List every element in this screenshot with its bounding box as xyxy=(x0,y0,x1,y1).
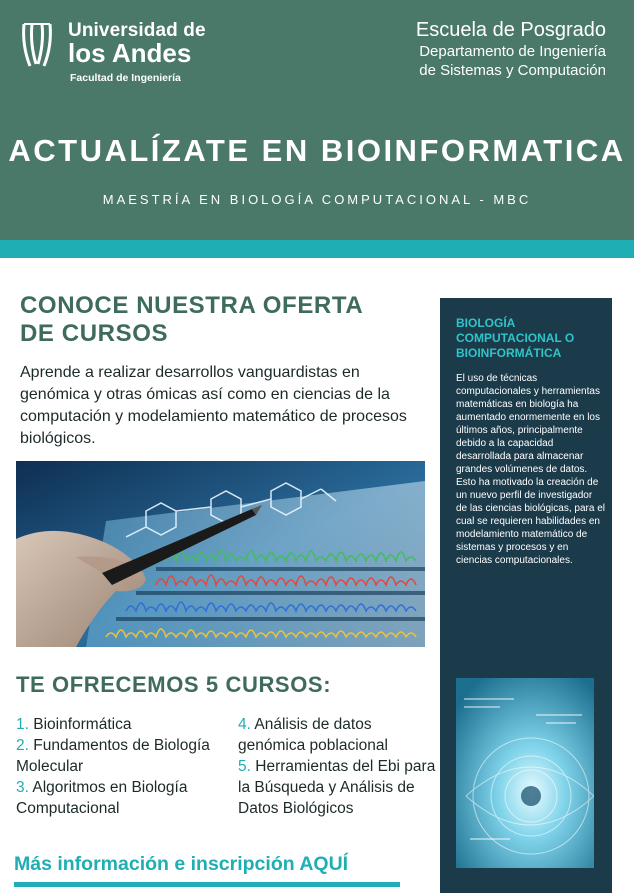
university-logo-mark-icon xyxy=(20,20,62,68)
course-name: Fundamentos de Biología Molecular xyxy=(16,737,210,775)
sidebar-title: BIOLOGÍA COMPUTACIONAL O BIOINFORMÁTICA xyxy=(456,316,575,360)
program-subtitle: MAESTRÍA EN BIOLOGÍA COMPUTACIONAL - MBC xyxy=(102,192,532,207)
tech-eye-illustration-icon xyxy=(456,678,594,868)
accent-band xyxy=(0,240,634,258)
course-number: 1. xyxy=(16,716,29,733)
course-number: 5. xyxy=(238,758,251,775)
offer-heading-line2: DE CURSOS xyxy=(20,320,169,347)
department-line1: Departamento de Ingeniería xyxy=(419,43,606,60)
list-item xyxy=(16,735,231,777)
cta-underline xyxy=(14,882,400,887)
school-department xyxy=(346,18,606,80)
school-name: Escuela de Posgrado xyxy=(415,19,606,41)
course-number: 2. xyxy=(16,737,29,754)
courses-list-right xyxy=(238,714,438,819)
courses-list-left xyxy=(16,714,231,819)
list-item xyxy=(238,714,438,756)
logo-faculty-name: Facultad de Ingeniería xyxy=(70,72,181,84)
course-name: Bioinformática xyxy=(33,716,132,733)
list-item xyxy=(16,714,231,735)
logo-andes-name: los Andes xyxy=(68,38,192,68)
course-name: Algoritmos en Biología Computacional xyxy=(16,779,188,817)
main-title: ACTUALÍZATE EN BIOINFORMATICA xyxy=(8,133,626,168)
courses-heading: TE OFRECEMOS 5 CURSOS: xyxy=(16,672,332,697)
offer-intro-text: Aprende a realizar desarrollos vanguardistas en genómica y otras ómicas así como en ciencias de la computación y modelamiento matemático de procesos biológicos. xyxy=(20,364,407,447)
sidebar-description: El uso de técnicas computacionales y herramientas matemáticas en biología ha aumentado enormemente en los últimos años, principalmente debido a la capacidad desarrollada para almacenar grandes volúmenes de datos. Esto ha motivado la creación de un nuevo perfil de investigador de las ciencias biológicas, para el cual se requieren habilidades en modelamiento matemático de sistemas y procesos y en ciencias computacionales. xyxy=(456,373,605,566)
logo-university-name: Universidad de xyxy=(68,20,206,41)
course-number: 4. xyxy=(238,716,251,733)
list-item xyxy=(16,777,231,819)
dna-sequencing-photo-icon xyxy=(16,461,425,647)
course-name: Herramientas del Ebi para la Búsqueda y Análisis de Datos Biológicos xyxy=(238,758,436,817)
header-banner xyxy=(0,0,634,240)
university-logo[interactable] xyxy=(20,18,206,88)
department-line2: de Sistemas y Computación xyxy=(419,62,606,79)
more-info-link[interactable]: Más información e inscripción AQUÍ xyxy=(14,853,349,875)
list-item xyxy=(238,756,438,819)
course-name: Análisis de datos genómica poblacional xyxy=(238,716,388,754)
course-number: 3. xyxy=(16,779,29,796)
offer-heading-line1: CONOCE NUESTRA OFERTA xyxy=(20,292,364,319)
sidebar-panel xyxy=(440,298,612,893)
offer-heading xyxy=(20,292,420,348)
